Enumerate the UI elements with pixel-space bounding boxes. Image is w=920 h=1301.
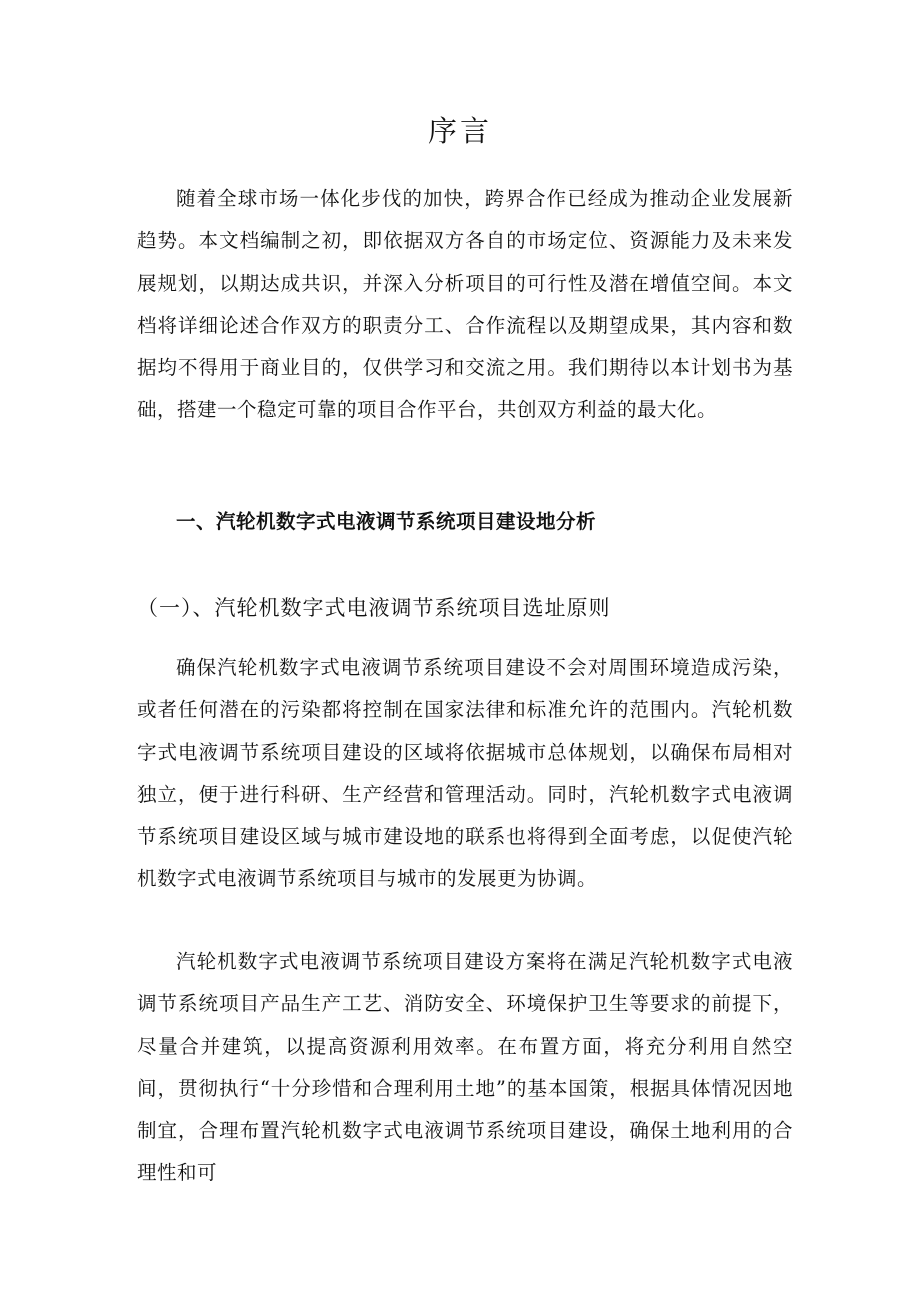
page-title: 序言: [427, 114, 492, 148]
preface-paragraph: 随着全球市场一体化步伐的加快，跨界合作已经成为推动企业发展新趋势。本文档编制之初，即依据双方各自的市场定位、资源能力及未来发展规划，以期达成共识，并深入分析项目的可行性及潜在增值空间。本文档将详细论述合作双方的职责分工、合作流程以及期望成果，其内容和数据均不得用于商业目的，仅供学习和交流之用。我们期待以本计划书为基础，搭建一个稳定可靠的项目合作平台，共创双方利益的最大化。: [137, 187, 793, 422]
section-heading: 一、汽轮机数字式电液调节系统项目建设地分析: [176, 510, 597, 533]
body-paragraph-building-plan: 汽轮机数字式电液调节系统项目建设方案将在满足汽轮机数字式电液调节系统项目产品生产工艺、消防安全、环境保护卫生等要求的前提下，尽量合并建筑，以提高资源利用效率。在布置方面，将充分利用自然空间，贯彻执行“十分珍惜和合理利用土地”的基本国策，根据具体情况因地制宜，合理布置汽轮机数字式电液调节系统项目建设，确保土地利用的合理性和可: [137, 950, 793, 1185]
subsection-heading: （一）、汽轮机数字式电液调节系统项目选址原则: [137, 596, 611, 620]
body-paragraph-site-principle: 确保汽轮机数字式电液调节系统项目建设不会对周围环境造成污染，或者任何潜在的污染都将控制在国家法律和标准允许的范围内。汽轮机数字式电液调节系统项目建设的区域将依据城市总体规划，以确保布局相对独立，便于进行科研、生产经营和管理活动。同时，汽轮机数字式电液调节系统项目建设区域与城市建设地的联系也将得到全面考虑，以促使汽轮机数字式电液调节系统项目与城市的发展更为协调。: [137, 656, 793, 891]
